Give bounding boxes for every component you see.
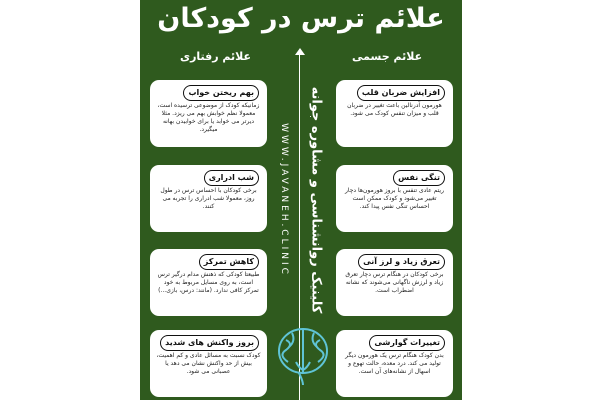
behavioral-card-3 — [150, 249, 267, 316]
physical-card-title: تعرق زیاد و لرز آنی — [358, 254, 445, 270]
physical-column-title: علائم جسمی — [352, 50, 423, 63]
physical-card-title: تغییرات گوارشی — [369, 335, 445, 351]
physical-card-text: برخی کودکان در هنگام ترس دچار تعرق زیاد و لرزش ناگهانی می‌شوند که نشانه اضطراب است. — [345, 271, 444, 294]
behavioral-card-title: بهم ریختن خواب — [183, 85, 259, 101]
physical-card-text: هورمون آدرنالین باعث تغییر در ضربان قلب و میزان تنفس کودک می شود. — [347, 102, 442, 117]
physical-card-title: تنگی نفس — [393, 170, 445, 186]
behavioral-card-title: شب ادراری — [204, 170, 259, 186]
behavioral-card-text: برخی کودکان با احساس ترس در طول روز، معمولا شب ادراری را تجربه می کنند. — [160, 187, 257, 210]
behavioral-card-text: طبیعتا کودکی که ذهنش مدام درگیر ترس است، به روی مسایل مربوط به خود تمرکز کافی ندارد. (مانند: درس، بازی...) — [157, 271, 260, 294]
watermark-name — [306, 80, 326, 320]
poster — [140, 0, 462, 400]
watermark-name-text: کلینیک روانشناسی و مشاوره جوانه — [308, 86, 324, 314]
behavioral-card-text: زمانیکه کودک از موضوعی ترسیده است، معمولا نظم خوابش بهم می ریزد. مثلا دیرتر می خوابد یا برای خوابیدن بهانه میگیرد. — [157, 102, 260, 133]
brain-logo-icon — [268, 318, 338, 388]
physical-card-text: ریتم عادی تنفس با بروز هورمون‌ها دچار تغییر می‌شود و کودک ممکن است احساس تنگی نفس پیدا کند. — [344, 187, 444, 210]
behavioral-column-title: علائم رفتاری — [180, 50, 252, 63]
behavioral-card-4 — [150, 330, 267, 397]
behavioral-card-text: کودک نسبت به مسائل عادی و کم اهمیت، بیش از حد واکنش نشان می دهد یا عصبانی می شود. — [156, 352, 261, 375]
physical-card-text: بدن کودک هنگام ترس یک هورمون دیگر تولید می کند. درد معده، حالت تهوع و اسهال از نشانه‌های آن است. — [345, 352, 444, 375]
physical-card-4 — [336, 330, 453, 397]
watermark-url — [276, 80, 292, 320]
behavioral-card-1 — [150, 80, 267, 147]
physical-card-3 — [336, 249, 453, 316]
behavioral-card-title: بروز واکنش های شدید — [160, 335, 259, 351]
watermark-url-text: WWW.JAVANEH.CLINIC — [279, 123, 289, 277]
behavioral-card-2 — [150, 165, 267, 232]
divider-arrow-icon — [295, 48, 305, 55]
physical-card-1 — [336, 80, 453, 147]
behavioral-card-title: کاهش تمرکز — [199, 254, 259, 270]
poster-title: علائم ترس در کودکان — [157, 3, 445, 34]
physical-card-title: افزایش ضربان قلب — [357, 85, 445, 101]
physical-card-2 — [336, 165, 453, 232]
